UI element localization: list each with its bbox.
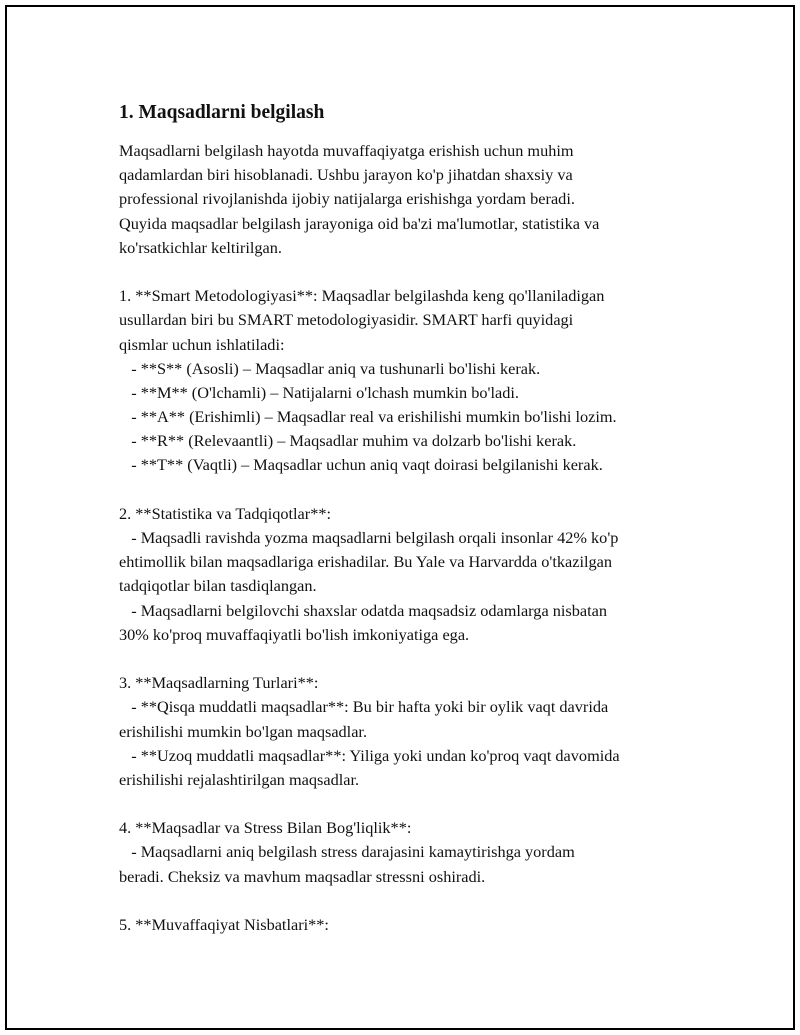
paragraph-gap: [119, 647, 699, 671]
list-item: - **T** (Vaqtli) – Maqsadlar uchun aniq vaqt doirasi belgilanishi kerak.: [119, 455, 603, 475]
section-line: 30% ko'proq muvaffaqiyatli bo'lish imkoniyatiga ega.: [119, 624, 470, 644]
intro-line: professional rivojlanishda ijobiy natijalarga erishishga yordam beradi.: [119, 189, 575, 209]
section-smart: [119, 284, 699, 478]
document-content: [119, 101, 699, 937]
list-item: - **M** (O'lchamli) – Natijalarni o'lchash mumkin bo'ladi.: [119, 382, 519, 402]
list-item: - **Uzoq muddatli maqsadlar**: Yiliga yoki undan ko'proq vaqt davomida: [119, 745, 620, 765]
section-statistics: [119, 502, 699, 647]
section-line: 5. **Muvaffaqiyat Nisbatlari**:: [119, 915, 329, 934]
section-success-ratios: [119, 913, 699, 937]
document-title: 1. Maqsadlarni belgilash: [119, 102, 325, 123]
section-line: 3. **Maqsadlarning Turlari**:: [119, 673, 319, 693]
section-line: qismlar uchun ishlatiladi:: [119, 334, 285, 354]
section-line: usullardan biri bu SMART metodologiyasidir. SMART harfi quyidagi: [119, 310, 574, 330]
list-item: - **R** (Relevaantli) – Maqsadlar muhim va dolzarb bo'lishi kerak.: [119, 431, 577, 451]
section-line: erishilishi rejalashtirilgan maqsadlar.: [119, 769, 360, 789]
list-item: - **S** (Asosli) – Maqsadlar aniq va tushunarli bo'lishi kerak.: [119, 358, 541, 378]
list-item: - Maqsadli ravishda yozma maqsadlarni belgilash orqali insonlar 42% ko'p: [119, 528, 619, 547]
section-line: ehtimollik bilan maqsadlariga erishadilar. Bu Yale va Harvardda o'tkazilgan: [119, 552, 613, 572]
section-line: 4. **Maqsadlar va Stress Bilan Bog'liqlik**:: [119, 818, 412, 838]
list-item: - Maqsadlarni belgilovchi shaxslar odatda maqsadsiz odamlarga nisbatan: [119, 600, 608, 620]
list-item: - **A** (Erishimli) – Maqsadlar real va erishilishi mumkin bo'lishi lozim.: [119, 407, 617, 427]
paragraph-gap: [119, 889, 699, 913]
document-page: [5, 5, 795, 1030]
paragraph-gap: [119, 260, 699, 284]
intro-line: ko'rsatkichlar keltirilgan.: [119, 237, 282, 257]
paragraph-gap: [119, 478, 699, 502]
paragraph-gap: [119, 792, 699, 816]
section-stress: [119, 816, 699, 889]
section-line: 2. **Statistika va Tadqiqotlar**:: [119, 503, 331, 523]
intro-paragraph: [119, 139, 699, 260]
section-goal-types: [119, 671, 699, 792]
section-line: erishilishi mumkin bo'lgan maqsadlar.: [119, 721, 368, 741]
list-item: - **Qisqa muddatli maqsadlar**: Bu bir hafta yoki bir oylik vaqt davrida: [119, 697, 609, 717]
list-item: - Maqsadlarni aniq belgilash stress darajasini kamaytirishga yordam: [119, 842, 575, 862]
intro-line: Maqsadlarni belgilash hayotda muvaffaqiyatga erishish uchun muhim: [119, 141, 574, 160]
section-line: beradi. Cheksiz va mavhum maqsadlar stressni oshiradi.: [119, 866, 486, 886]
section-line: tadqiqotlar bilan tasdiqlangan.: [119, 576, 317, 596]
section-line: 1. **Smart Metodologiyasi**: Maqsadlar belgilashda keng qo'llaniladigan: [119, 286, 605, 306]
intro-line: qadamlardan biri hisoblanadi. Ushbu jarayon ko'p jihatdan shaxsiy va: [119, 165, 573, 185]
intro-line: Quyida maqsadlar belgilash jarayoniga oid ba'zi ma'lumotlar, statistika va: [119, 213, 600, 233]
